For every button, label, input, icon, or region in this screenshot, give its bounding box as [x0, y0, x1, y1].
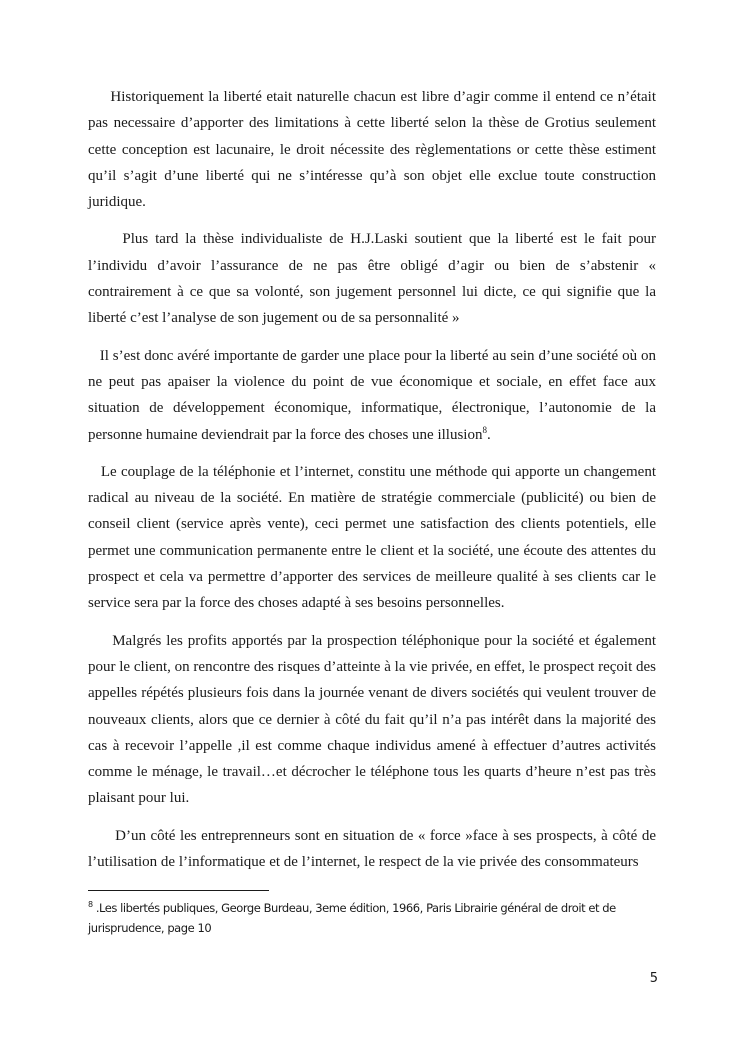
paragraph-indent — [88, 464, 101, 480]
footnote-reference[interactable]: 8 — [482, 424, 487, 435]
footnote-number: 8 — [88, 900, 93, 909]
paragraph-3 — [88, 343, 656, 448]
page-number: 5 — [649, 971, 658, 986]
paragraph-5 — [88, 628, 656, 812]
paragraph-text: Plus tard la thèse individualiste de H.J.Laski soutient que la liberté est le fait pour l’individu d’avoir l’assurance de ne pas être obligé d’agir ou bien de s’abstenir « contrairement à ce que sa volonté, son jugement personnel lui dicte, ce qui signifie que la liberté c’est l’analyse de son jugement ou de sa personnalité » — [88, 231, 657, 327]
body-text — [88, 84, 656, 886]
paragraph-indent — [88, 348, 100, 364]
paragraph-indent — [88, 828, 115, 844]
footnote-separator — [88, 890, 269, 891]
paragraph-text: Il s’est donc avéré importante de garder une place pour la liberté au sein d’une société où on ne peut pas apaiser la violence du point de vue économique et sociale, en effet face aux situation de développement économique, informatique, électronique, l’autonomie de la personne humaine deviendrait par la force des choses une illusion — [88, 347, 656, 443]
paragraph-4 — [88, 459, 656, 617]
footnote — [88, 898, 648, 938]
paragraph-text-end: . — [486, 426, 491, 443]
paragraph-text: D’un côté les entreprenneurs sont en situation de « force »face à ses prospects, à côté de l’utilisation de l’informatique et de l’internet, le respect de la vie privée des consommateurs — [88, 827, 656, 871]
paragraph-1 — [88, 84, 656, 215]
paragraph-6 — [88, 823, 656, 876]
paragraph-text: Malgrés les profits apportés par la prospection téléphonique pour la société et également pour le client, on rencontre des risques d’atteinte à la vie privée, en effet, le prospect reçoit des appelles répétés plusieurs fois dans la journée venant de divers sociétés qui veulent trouver de nouveaux clients, alors que ce dernier à côté du fait qu’il n’a pas intérêt dans la majorité des cas à recevoir l’appelle ,il est comme chaque individus amené à effectuer d’autres activités comme le ménage, le travail…et décrocher le téléphone tous les quarts d’heure n’est pas très plaisant pour lui. — [88, 632, 656, 807]
paragraph-indent — [88, 231, 122, 247]
footnote-text: .Les libertés publiques, George Burdeau, 3eme édition, 1966, Paris Librairie général de droit et de jurisprudence, page 10 — [88, 901, 616, 935]
paragraph-indent — [88, 633, 112, 649]
paragraph-indent — [88, 89, 110, 105]
paragraph-2 — [88, 226, 656, 331]
paragraph-text: Le couplage de la téléphonie et l’internet, constitu une méthode qui apporte un changement radical au niveau de la société. En matière de stratégie commerciale (publicité) ou bien de conseil client (service après vente), ceci permet une satisfaction des clients potentiels, elle permet une communication permanente entre le client et la société, une écoute des attentes du prospect et cela va permettre d’apporter des services de meilleure qualité à ses clients car le service sera par la force des choses adapté à ses besoins personnelles. — [88, 463, 657, 612]
paragraph-text: Historiquement la liberté etait naturelle chacun est libre d’agir comme il entend ce n’était pas necessaire d’apporter des limitations à cette liberté selon la thèse de Grotius seulement cette conception est lacunaire, le droit nécessite des règlementations or cette thèse estiment qu’il s’agit d’une liberté qui ne s’intéresse qu’à son objet elle exclue toute construction juridique. — [88, 89, 656, 211]
